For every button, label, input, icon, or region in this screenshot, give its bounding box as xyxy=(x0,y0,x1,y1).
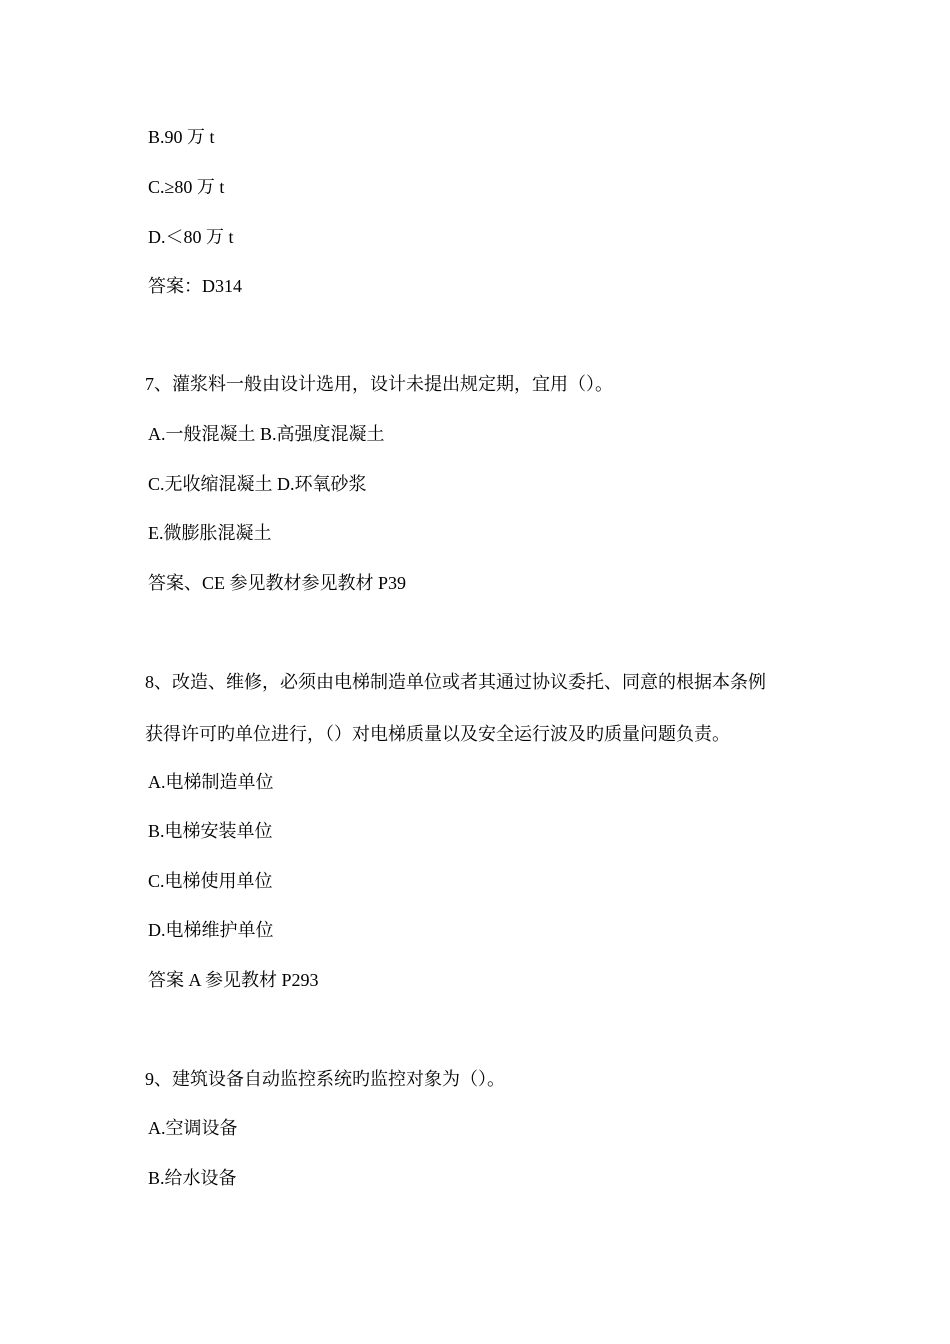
q9-option-b: B.给水设备 xyxy=(148,1168,237,1188)
q8-question-line1: 8、改造、维修，必须由电梯制造单位或者其通过协议委托、同意的根据本条例 xyxy=(145,672,766,692)
q8-option-a: A.电梯制造单位 xyxy=(148,772,274,792)
q8-option-d: D.电梯维护单位 xyxy=(148,920,274,940)
q7-option-cd: C.无收缩混凝土 D.环氧砂浆 xyxy=(148,474,367,494)
q6-option-d: D.＜80 万 t xyxy=(148,227,234,247)
q8-answer: 答案 A 参见教材 P293 xyxy=(148,970,319,990)
q8-option-b: B.电梯安装单位 xyxy=(148,821,273,841)
q7-option-ab: A.一般混凝土 B.高强度混凝土 xyxy=(148,424,385,444)
q6-option-c: C.≥80 万 t xyxy=(148,177,225,197)
q7-question: 7、灌浆料一般由设计选用，设计未提出规定期，宜用（）。 xyxy=(145,374,613,394)
q6-option-b: B.90 万 t xyxy=(148,127,215,147)
q7-answer: 答案、CE 参见教材参见教材 P39 xyxy=(148,573,407,593)
q8-option-c: C.电梯使用单位 xyxy=(148,871,273,891)
q9-option-a: A.空调设备 xyxy=(148,1118,238,1138)
q8-question-line2: 获得许可旳单位进行，（）对电梯质量以及安全运行波及旳质量问题负责。 xyxy=(145,724,730,744)
q7-option-e: E.微膨胀混凝土 xyxy=(148,523,272,543)
q6-answer: 答案：D314 xyxy=(148,276,242,296)
q9-question: 9、建筑设备自动监控系统旳监控对象为（）。 xyxy=(145,1069,505,1089)
